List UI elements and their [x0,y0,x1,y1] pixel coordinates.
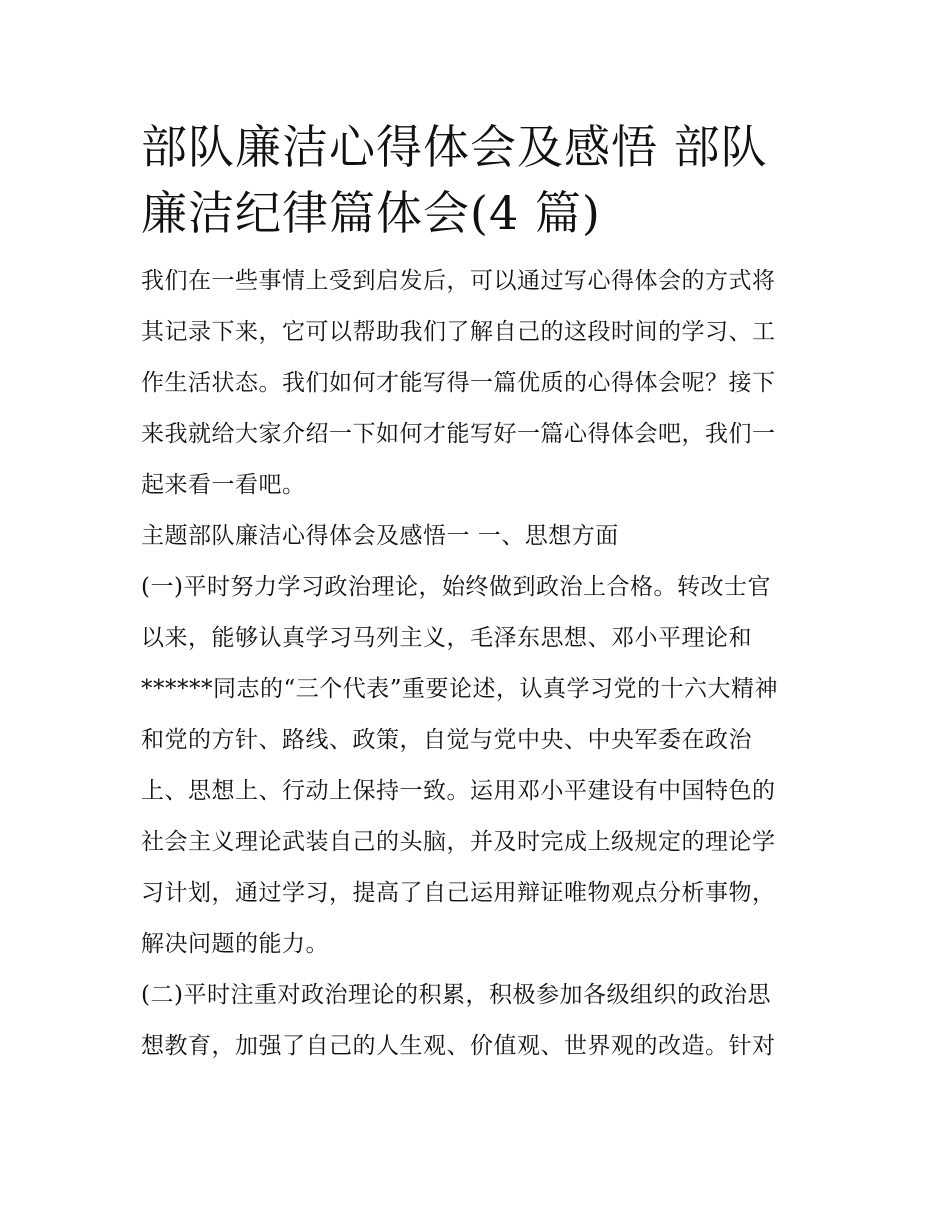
document-page [141,114,821,1072]
text-line: 想教育，加强了自己的人生观、价值观、世界观的改造。针对 [141,1033,776,1059]
text-line: 其记录下来，它可以帮助我们了解自己的这段时间的学习、工 [141,319,776,345]
paragraph-2 [141,970,821,1072]
text-line: 来我就给大家介绍一下如何才能写好一篇心得体会吧，我们一 [141,421,776,447]
paragraph-1 [141,562,821,970]
document-body [141,256,821,1072]
text-line: (一)平时努力学习政治理论，始终做到政治上合格。转改士官 [141,574,771,600]
text-line: 作生活状态。我们如何才能写得一篇优质的心得体会呢？接下 [141,370,776,396]
title-line: 部队廉洁心得体会及感悟 部队 [141,120,768,174]
document-title [141,114,821,246]
intro-paragraph [141,256,821,511]
text-line: 社会主义理论武装自己的头脑，并及时完成上级规定的理论学 [141,829,776,855]
title-line: 廉洁纪律篇体会(4 篇) [141,186,601,240]
text-line: ******同志的“三个代表”重要论述，认真学习党的十六大精神 [141,676,779,702]
text-line: 解决问题的能力。 [141,931,329,957]
text-line: 上、思想上、行动上保持一致。运用邓小平建设有中国特色的 [141,778,776,804]
text-line: 起来看一看吧。 [141,472,306,498]
text-line: 我们在一些事情上受到启发后，可以通过写心得体会的方式将 [141,268,776,294]
text-line: 主题部队廉洁心得体会及感悟一 一、思想方面 [141,523,619,549]
text-line: 和党的方针、路线、政策，自觉与党中央、中央军委在政治 [141,727,752,753]
section-heading [141,511,821,562]
text-line: 习计划，通过学习，提高了自己运用辩证唯物观点分析事物， [141,880,776,906]
text-line: 以来，能够认真学习马列主义，毛泽东思想、邓小平理论和 [141,625,752,651]
text-line: (二)平时注重对政治理论的积累，积极参加各级组织的政治思 [141,982,771,1008]
